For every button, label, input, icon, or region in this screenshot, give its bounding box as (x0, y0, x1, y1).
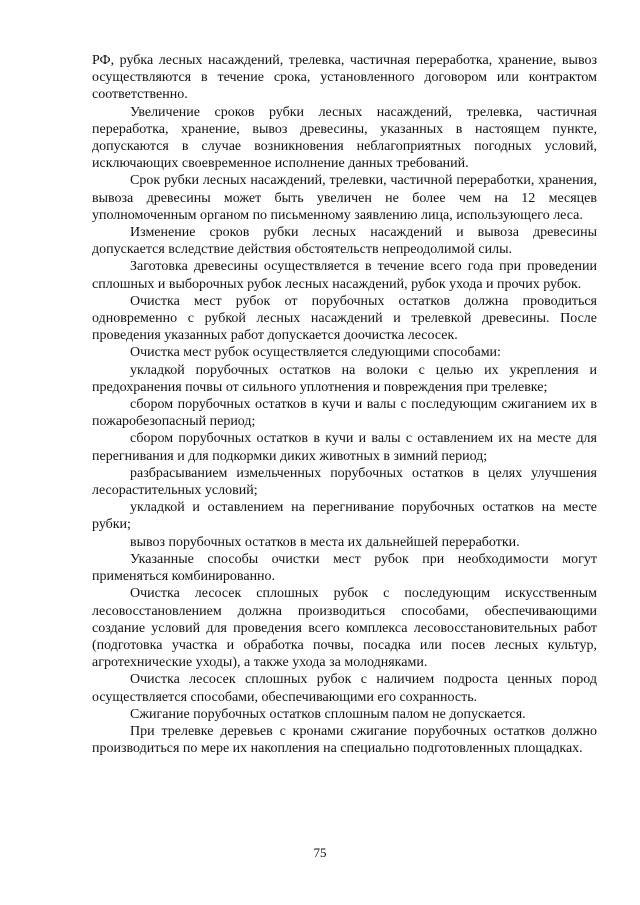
page-body (92, 52, 597, 757)
paragraph: Срок рубки лесных насаждений, трелевки, частичной переработки, хранения, вывоза древесины может быть увеличен не более чем на 12 месяцев уполномоченным органом по письменному заявлению лица, использующего леса. (92, 173, 597, 223)
paragraph: При трелевке деревьев с кронами сжигание порубочных остатков должно производиться по мере их накопления на специально подготовленных площадках. (92, 723, 597, 757)
paragraph: Очистка мест рубок от порубочных остатков должна проводиться одновременно с рубкой лесных насаждений и трелевкой древесины. После проведения указанных работ допускается доочистка лесосек. (92, 293, 597, 344)
page-number: 75 (313, 845, 327, 860)
paragraph: Изменение сроков рубки лесных насаждений и вывоза древесины допускается вследствие действия обстоятельств непреодолимой силы. (92, 225, 597, 258)
paragraph: Увеличение сроков рубки лесных насаждений, трелевка, частичная переработка, хранение, вывоз древесины, указанных в настоящем пункте, допускаются в случае возникновения неблагоприятных погодных условий, исключающих своевременное исполнение данных требований. (92, 104, 597, 172)
list-item: разбрасыванием измельченных порубочных остатков в целях улучшения лесорастительных условий; (92, 465, 597, 499)
list-item: сбором порубочных остатков в кучи и валы с оставлением их на месте для перегнивания и для подкормки диких животных в зимний период; (92, 431, 597, 464)
list-item: сбором порубочных остатков в кучи и валы с последующим сжиганием их в пожаробезопасный период; (92, 397, 597, 430)
list-item: вывоз порубочных остатков в места их дальнейшей переработки. (130, 534, 520, 550)
paragraph: Указанные способы очистки мест рубок при необходимости могут применяться комбинированно. (92, 551, 597, 585)
paragraph: Очистка мест рубок осуществляется следующими способами: (130, 345, 501, 361)
paragraph: Заготовка древесины осуществляется в течение всего года при проведении сплошных и выборочных рубок лесных насаждений, рубок ухода и прочих рубок. (92, 259, 597, 292)
list-item: укладкой и оставлением на перегнивание порубочных остатков на месте рубки; (92, 500, 597, 533)
paragraph: Сжигание порубочных остатков сплошным палом не допускается. (130, 706, 526, 722)
paragraph: Очистка лесосек сплошных рубок с последующим искусственным лесовосстановлением должна производиться способами, обеспечивающими создание условий для проведения всего комплекса лесовосстановительных работ (подготовка участка и обработка почвы, посадка или посев лесных культур, агротехнические уходы), а также ухода за молодняками. (92, 586, 597, 671)
list-item: укладкой порубочных остатков на волоки с целью их укрепления и предохранения почвы от сильного уплотнения и повреждения при трелевке; (92, 362, 597, 395)
paragraph-continuation: РФ, рубка лесных насаждений, трелевка, частичная переработка, хранение, вывоз осуществляются в течение срока, установленного договором или контрактом соответственно. (92, 53, 597, 103)
paragraph: Очистка лесосек сплошных рубок с наличием подроста ценных пород осуществляется способами, обеспечивающими его сохранность. (92, 672, 597, 705)
